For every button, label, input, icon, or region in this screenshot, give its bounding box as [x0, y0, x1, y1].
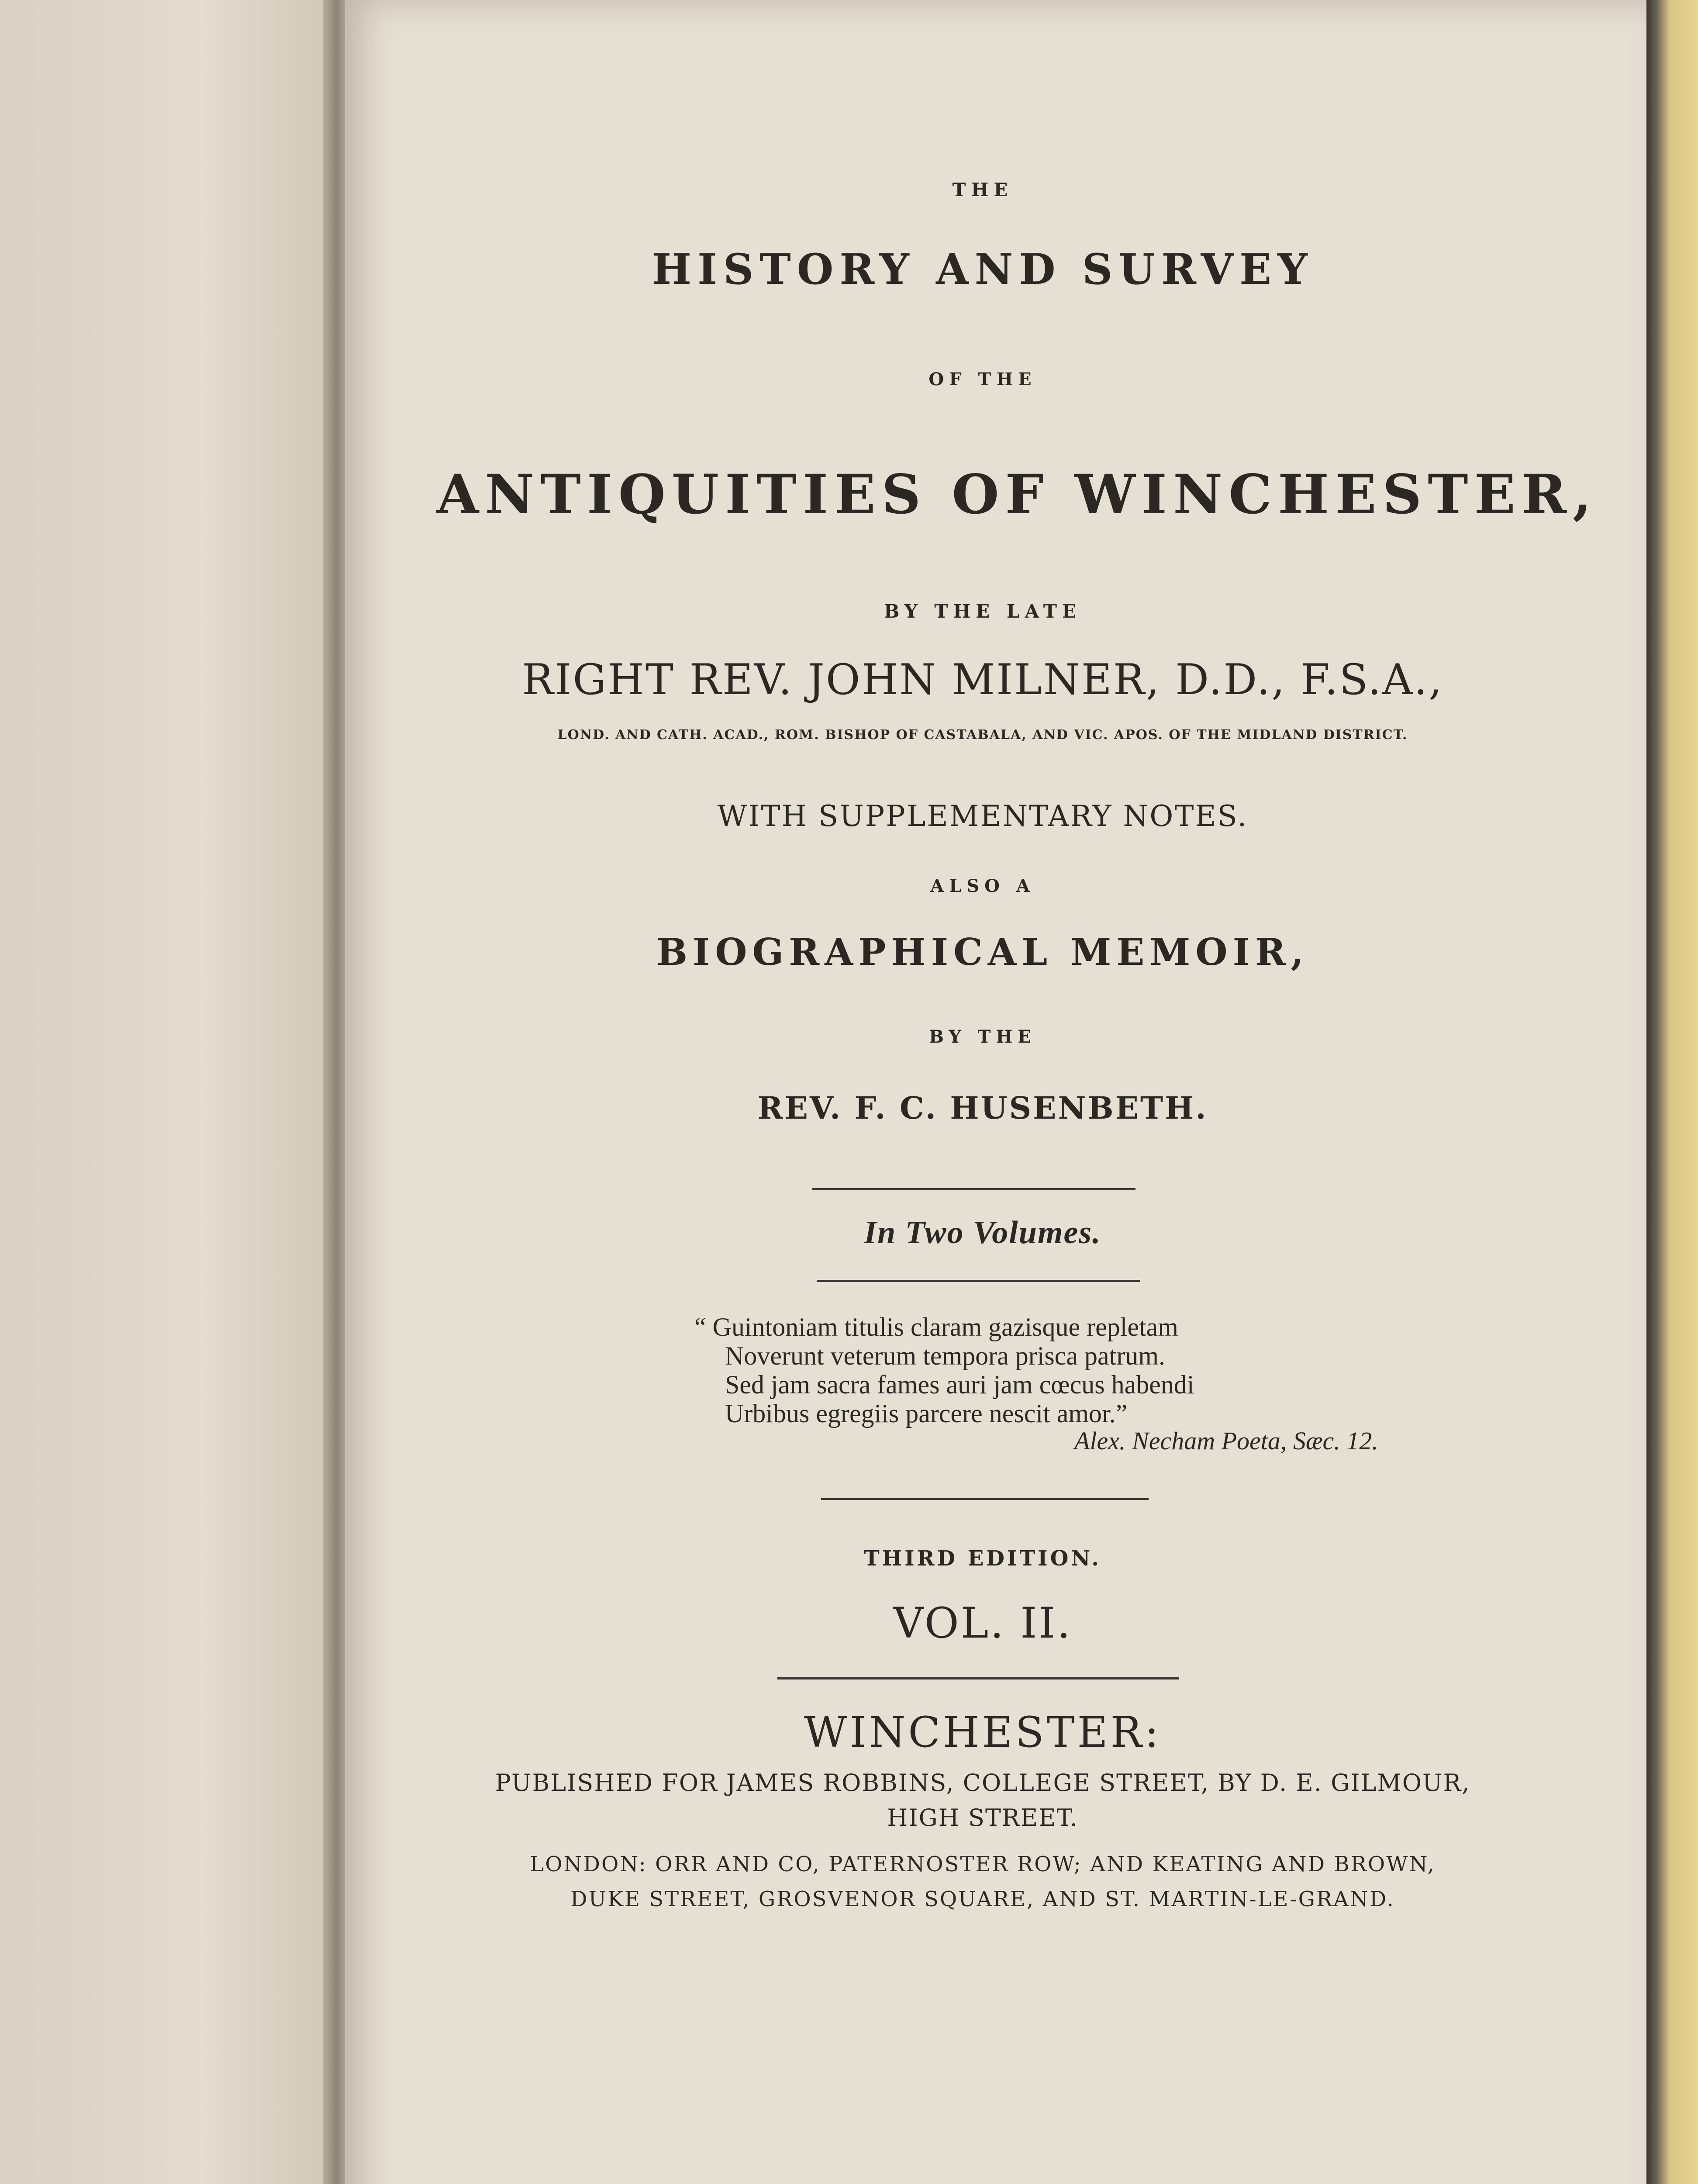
- london-line-1: LONDON: ORR AND CO, PATERNOSTER ROW; AND KEATING AND BROWN,: [530, 1852, 1436, 1876]
- publisher-line-2: HIGH STREET.: [887, 1804, 1078, 1832]
- by-the-label: BY THE: [929, 1026, 1036, 1047]
- latin-quote: [694, 1313, 1194, 1428]
- left-blank-page: [0, 0, 341, 2184]
- by-the-late-label: BY THE LATE: [884, 601, 1082, 622]
- page-edges: [1646, 0, 1698, 2184]
- edition: THIRD EDITION.: [864, 1546, 1101, 1571]
- rule-2: [817, 1280, 1140, 1282]
- of-the-label: OF THE: [928, 369, 1037, 390]
- london-line-2: DUKE STREET, GROSVENOR SQUARE, AND ST. MARTIN-LE-GRAND.: [570, 1887, 1395, 1911]
- also-a-label: ALSO A: [930, 876, 1035, 896]
- main-title: ANTIQUITIES OF WINCHESTER,: [437, 463, 1598, 526]
- quote-line: “ Guintoniam titulis claram gazisque repletam: [694, 1313, 1178, 1341]
- volumes-note: In Two Volumes.: [864, 1215, 1101, 1251]
- history-heading: HISTORY AND SURVEY: [652, 245, 1314, 294]
- memoir-heading: BIOGRAPHICAL MEMOIR,: [656, 930, 1309, 974]
- memoir-author: REV. F. C. HUSENBETH.: [757, 1090, 1208, 1126]
- author-name: RIGHT REV. JOHN MILNER, D.D., F.S.A.,: [522, 655, 1443, 704]
- publisher-line-1: PUBLISHED FOR JAMES ROBBINS, COLLEGE STREET, BY D. E. GILMOUR,: [495, 1769, 1470, 1797]
- author-titles: LOND. AND CATH. ACAD., ROM. BISHOP OF CASTABALA, AND VIC. APOS. OF THE MIDLAND DISTRICT.: [557, 727, 1408, 743]
- the-label: THE: [952, 179, 1013, 200]
- rule-4: [777, 1677, 1179, 1679]
- place-of-publication: WINCHESTER:: [804, 1708, 1162, 1757]
- quote-line: Sed jam sacra fames auri jam cœcus habendi: [725, 1370, 1194, 1399]
- rule-1: [812, 1188, 1135, 1190]
- volume-number: VOL. II.: [893, 1599, 1072, 1648]
- supplementary-notes: WITH SUPPLEMENTARY NOTES.: [717, 799, 1248, 833]
- quote-line: Noverunt veterum tempora prisca patrum.: [725, 1341, 1165, 1370]
- rule-3: [821, 1498, 1149, 1500]
- quote-attribution: Alex. Necham Poeta, Sæc. 12.: [1074, 1427, 1378, 1455]
- quote-line: Urbibus egregiis parcere nescit amor.”: [725, 1399, 1128, 1428]
